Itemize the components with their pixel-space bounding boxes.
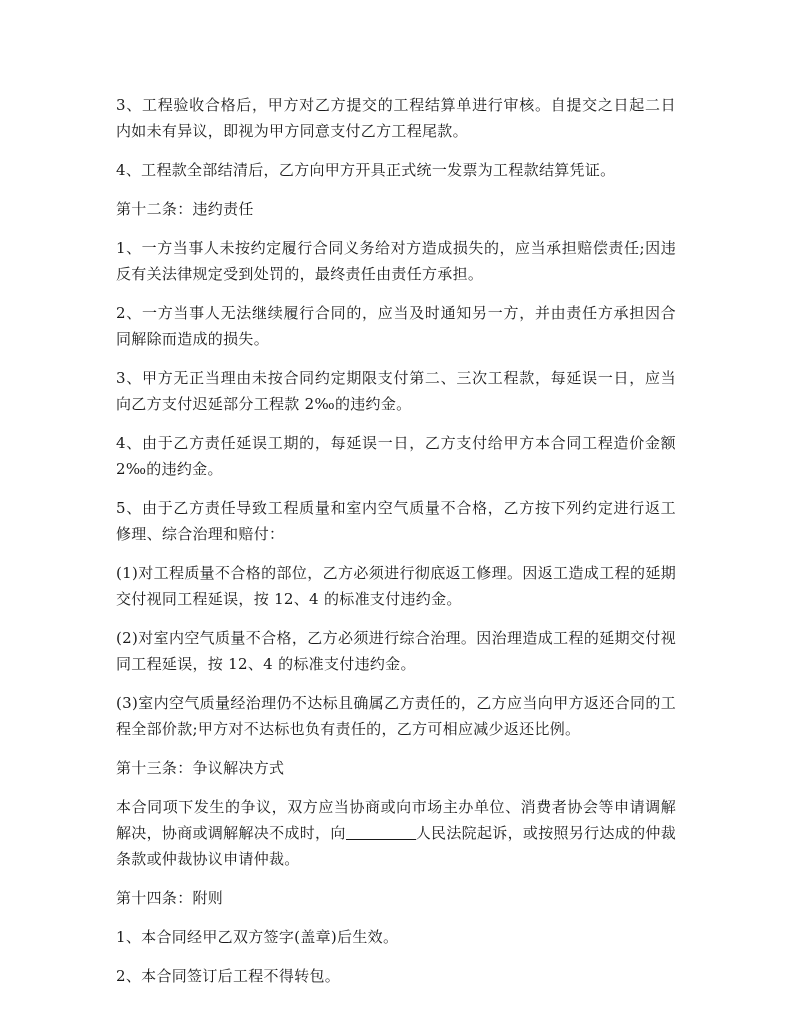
clause-12-item-2: 2、一方当事人无法继续履行合同的，应当及时通知另一方，并由责任方承担因合同解除而造成的损失。	[116, 304, 676, 348]
clause-11-item-3: 3、工程验收合格后，甲方对乙方提交的工程结算单进行审核。自提交之日起二日内如未有异议，即视为甲方同意支付乙方工程尾款。	[116, 96, 676, 140]
section-heading-13: 第十三条：争议解决方式	[116, 759, 285, 777]
clause-14-item-2: 2、本合同签订后工程不得转包。	[116, 967, 341, 985]
clause-11-item-4: 4、工程款全部结清后，乙方向甲方开具正式统一发票为工程款结算凭证。	[116, 161, 616, 179]
clause-12-item-1: 1、一方当事人未按约定履行合同义务给对方造成损失的，应当承担赔偿责任;因违反有关法律规定受到处罚的，最终责任由责任方承担。	[116, 239, 676, 283]
clause-12-item-5: 5、由于乙方责任导致工程质量和室内空气质量不合格，乙方按下列约定进行返工修理、综合治理和赔付：	[116, 499, 676, 543]
court-name-blank	[346, 823, 416, 840]
clause-13-text	[116, 794, 676, 872]
clause-13-text-before: 本合同项下发生的争议，双方应当协商或向市场主办单位、消费者协会等申请调解解决，协商或调解解决不成时，向	[116, 798, 676, 842]
clause-12-subitem-3: (3)室内空气质量经治理仍不达标且确属乙方责任的，乙方应当向甲方返还合同的工程全部价款;甲方对不达标也负有责任的，乙方可相应减少返还比例。	[116, 694, 676, 738]
clause-12-subitem-2: (2)对室内空气质量不合格，乙方必须进行综合治理。因治理造成工程的延期交付视同工程延误，按 12、4 的标准支付违约金。	[116, 629, 676, 673]
clause-14-item-1: 1、本合同经甲乙双方签字(盖章)后生效。	[116, 928, 399, 946]
document-body	[116, 92, 676, 1002]
clause-12-item-3: 3、甲方无正当理由未按合同约定期限支付第二、三次工程款，每延误一日，应当向乙方支付迟延部分工程款 2‰的违约金。	[116, 369, 676, 413]
section-heading-12: 第十二条：违约责任	[116, 200, 254, 218]
clause-13-text-after: 人民法院起诉，或按照另行达成的仲裁条款或仲裁协议申请仲裁。	[116, 824, 676, 868]
clause-12-subitem-1: (1)对工程质量不合格的部位，乙方必须进行彻底返工修理。因返工造成工程的延期交付视同工程延误，按 12、4 的标准支付违约金。	[116, 564, 676, 608]
section-heading-14: 第十四条：附则	[116, 889, 224, 907]
clause-12-item-4: 4、由于乙方责任延误工期的，每延误一日，乙方支付给甲方本合同工程造价金额 2‰的违约金。	[116, 434, 676, 478]
